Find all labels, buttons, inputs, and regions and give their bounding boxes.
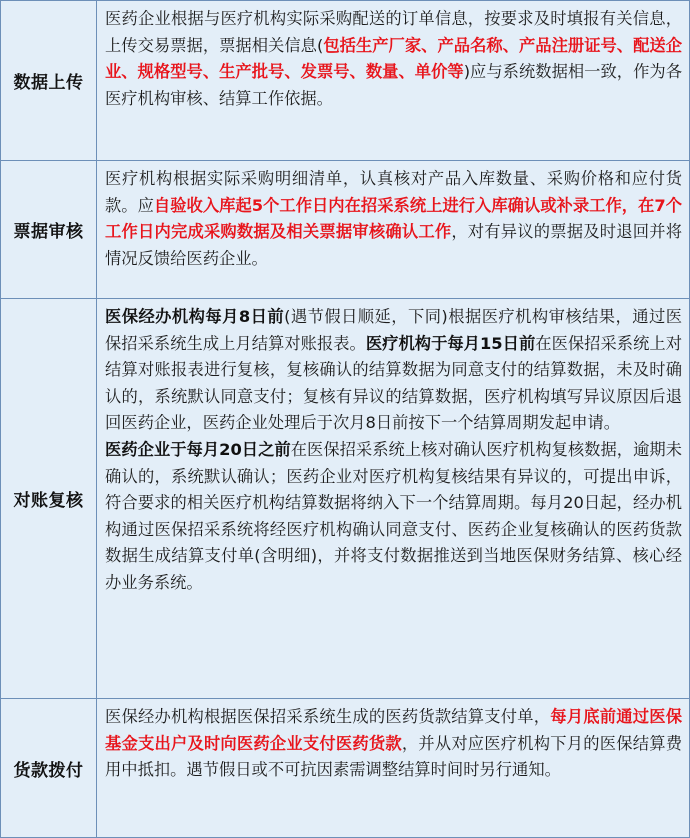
table-row [1,161,690,299]
row-label-payment: 货款拨付 [1,699,97,838]
text-segment: (遇节假日顺延，下同)根据医疗机构审核结果，通过医保招采系统生成上月结算对账报表。 [105,307,682,353]
text-segment: )应与系统数据相一致，作为各医疗机构审核、结算工作依据。 [105,62,682,108]
text-segment: 医疗机构根据实际采购明细清单，认真核对产品入库数量、采购价格和应付货款。应 [105,169,682,215]
row-label-data-upload: 数据上传 [1,1,97,161]
bold-text: 医疗机构于每月15日前 [365,333,536,353]
row-content-reconciliation [97,299,690,699]
paragraph [105,437,682,597]
row-label-reconciliation: 对账复核 [1,299,97,699]
text-segment: 在医保招采系统上核对确认医疗机构复核数据，逾期未确认的，系统默认确认；医药企业对医疗机构复核结果有异议的，可提出申诉，符合要求的相关医疗机构结算数据将纳入下一个结算周期。每月20日起，经办机构通过医保招采系统将经医疗机构确认同意支付、医药企业复核确认的医药货款数据生成结算支付单(含明细)，并将支付数据推送到当地医保财务结算、核心经办业务系统。 [105,439,682,592]
highlight-text: 包括生产厂家、产品名称、产品注册证号、配送企业、规格型号、生产批号、发票号、数量、单价等 [105,35,682,82]
row-content-invoice-review [97,161,690,299]
bold-text: 医保经办机构每月8日前 [105,307,285,326]
table-row [1,699,690,838]
row-content-payment [97,699,690,838]
text-segment: 医保经办机构根据医保招采系统生成的医药货款结算支付单， [105,707,551,726]
bold-text: 医药企业于每月20日之前 [105,439,291,459]
text-segment: 医药企业根据与医疗机构实际采购配送的订单信息，按要求及时填报有关信息，上传交易票据，票据相关信息( [105,9,682,55]
table-row [1,1,690,161]
text-segment: ，并从对应医疗机构下月的医保结算费用中抵扣。遇节假日或不可抗因素需调整结算时间时另行通知。 [105,733,682,780]
row-label-invoice-review: 票据审核 [1,161,97,299]
paragraph [105,304,682,437]
row-content-data-upload [97,1,690,161]
highlight-text: 自验收入库起5个工作日内在招采系统上进行入库确认或补录工作，在7个工作日内完成采购数据及相关票据审核确认工作 [105,195,682,242]
highlight-text: 每月底前通过医保基金支出户及时向医药企业支付医药货款 [105,707,682,753]
text-segment: 在医保招采系统上对结算对账报表进行复核，复核确认的结算数据为同意支付的结算数据，未及时确认的，系统默认同意支付；复核有异议的结算数据，医疗机构填写异议原因后退回医药企业，医药企业处理后于次月8日前按下一个结算周期发起申请。 [105,333,682,433]
text-segment: ，对有异议的票据及时退回并将情况反馈给医药企业。 [105,222,682,268]
table-row [1,299,690,699]
